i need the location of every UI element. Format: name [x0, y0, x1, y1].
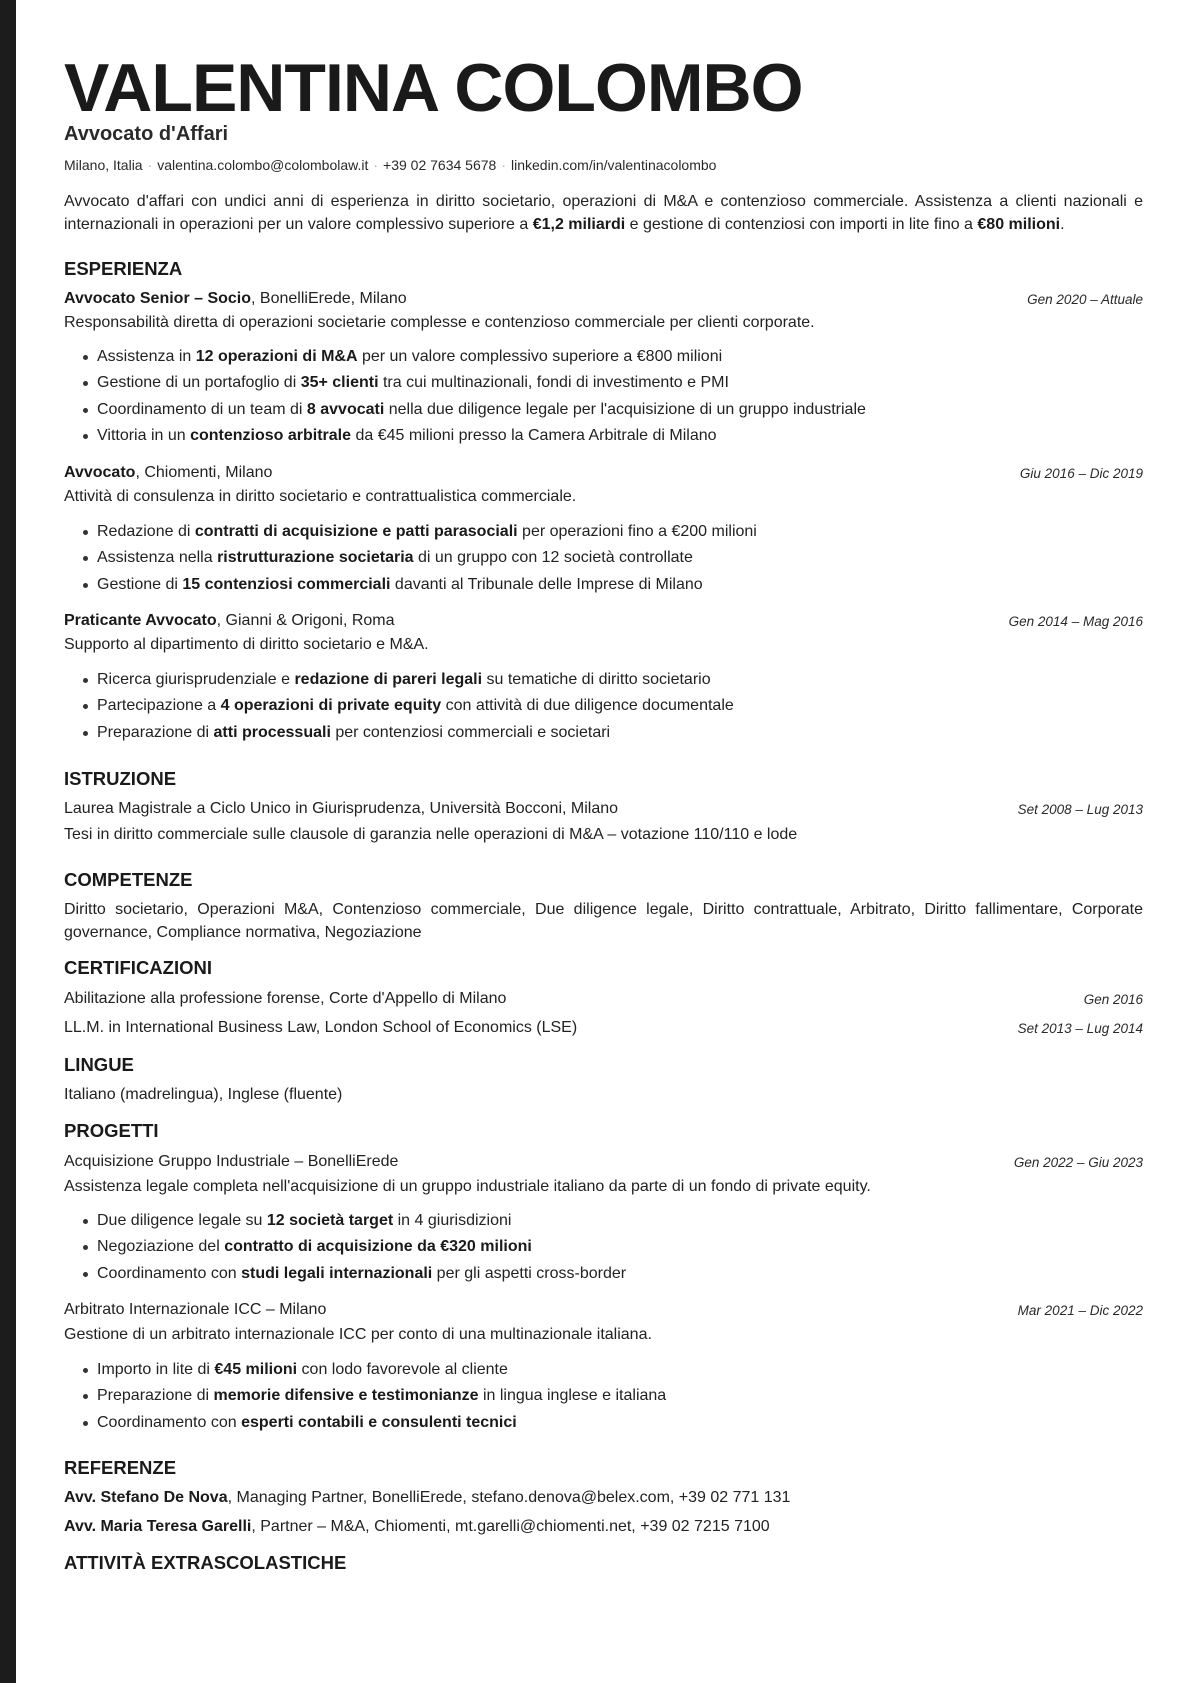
list-item: Assistenza in 12 operazioni di M&A per un valore complessivo superiore a €800 milioni	[64, 347, 1143, 373]
summary-highlight: €1,2 miliardi	[532, 216, 626, 233]
list-item: Vittoria in un contenzioso arbitrale da €45 milioni presso la Camera Arbitrale di Milano	[64, 426, 1143, 452]
certification-entry	[64, 1018, 1143, 1038]
summary-text: e gestione di contenziosi con importi in lite fino a	[625, 216, 978, 233]
job-role: Praticante Avvocato	[64, 612, 217, 629]
certification-dates: Set 2013 – Lug 2014	[1017, 1021, 1143, 1036]
job-role: Avvocato Senior – Socio	[64, 290, 252, 307]
left-accent-bar	[0, 0, 16, 1683]
professional-summary	[64, 190, 1143, 236]
job-bullets	[64, 522, 1143, 601]
section-heading-skills: COMPETENZE	[64, 869, 193, 890]
project-title: Arbitrato Internazionale ICC – Milano	[64, 1301, 327, 1318]
separator: ·	[373, 157, 379, 173]
job-dates: Giu 2016 – Dic 2019	[1019, 466, 1143, 481]
job-dates: Gen 2014 – Mag 2016	[1008, 614, 1143, 629]
certification-name: LL.M. in International Business Law, London School of Economics (LSE)	[64, 1019, 578, 1036]
education-degree: Laurea Magistrale a Ciclo Unico in Giurisprudenza, Università Bocconi, Milano	[64, 800, 619, 817]
list-item: Gestione di 15 contenziosi commerciali davanti al Tribunale delle Imprese di Milano	[64, 575, 1143, 601]
languages-list: Italiano (madrelingua), Inglese (fluente)	[64, 1086, 343, 1103]
list-item: Due diligence legale su 12 società target in 4 giurisdizioni	[64, 1211, 1143, 1237]
project-entry-header	[64, 1300, 1143, 1320]
reference-name: Avv. Maria Teresa Garelli	[64, 1518, 252, 1535]
section-heading-languages: LINGUE	[64, 1054, 134, 1075]
contact-email[interactable]: valentina.colombo@colombolaw.it	[157, 157, 369, 173]
list-item: Partecipazione a 4 operazioni di private equity con attività di due diligence documentale	[64, 696, 1143, 722]
job-description: Supporto al dipartimento di diritto societario e M&A.	[64, 636, 429, 653]
project-dates: Mar 2021 – Dic 2022	[1017, 1303, 1143, 1318]
list-item: Redazione di contratti di acquisizione e patti parasociali per operazioni fino a €200 milioni	[64, 522, 1143, 548]
list-item: Ricerca giurisprudenziale e redazione di pareri legali su tematiche di diritto societario	[64, 670, 1143, 696]
contact-line	[64, 156, 716, 174]
job-role: Avvocato	[64, 464, 136, 481]
section-heading-projects: PROGETTI	[64, 1120, 159, 1141]
list-item: Assistenza nella ristrutturazione societaria di un gruppo con 12 società controllate	[64, 548, 1143, 574]
job-company: , Chiomenti, Milano	[135, 464, 273, 481]
job-title: Avvocato d'Affari	[64, 123, 229, 145]
list-item: Negoziazione del contratto di acquisizione da €320 milioni	[64, 1237, 1143, 1263]
list-item: Coordinamento di un team di 8 avvocati nella due diligence legale per l'acquisizione di un gruppo industriale	[64, 400, 1143, 426]
project-entry-header	[64, 1152, 1143, 1172]
list-item: Importo in lite di €45 milioni con lodo favorevole al cliente	[64, 1360, 1143, 1386]
project-bullets	[64, 1211, 1143, 1290]
section-heading-experience: ESPERIENZA	[64, 258, 183, 279]
job-company: , BonelliErede, Milano	[251, 290, 407, 307]
project-dates: Gen 2022 – Giu 2023	[1013, 1155, 1143, 1170]
reference-entry	[64, 1517, 1143, 1537]
candidate-name: VALENTINA COLOMBO	[64, 50, 803, 126]
project-description: Gestione di un arbitrato internazionale ICC per conto di una multinazionale italiana.	[64, 1326, 652, 1343]
summary-text: Avvocato d'affari con undici anni di esperienza in diritto societario, operazioni di M&A e contenzioso commerciale. Assistenza a clienti nazionali e internazionali in operazioni per un valore complessivo superiore a	[64, 193, 1143, 233]
education-dates: Set 2008 – Lug 2013	[1017, 802, 1143, 817]
list-item: Gestione di un portafoglio di 35+ clienti tra cui multinazionali, fondi di investimento e PMI	[64, 373, 1143, 399]
contact-phone[interactable]: +39 02 7634 5678	[383, 157, 497, 173]
summary-text: .	[1060, 216, 1065, 233]
reference-name: Avv. Stefano De Nova	[64, 1489, 228, 1506]
list-item: Preparazione di atti processuali per contenziosi commerciali e societari	[64, 723, 1143, 749]
certification-name: Abilitazione alla professione forense, Corte d'Appello di Milano	[64, 990, 507, 1007]
certification-dates: Gen 2016	[1083, 992, 1143, 1007]
separator: ·	[147, 157, 153, 173]
project-description: Assistenza legale completa nell'acquisizione di un gruppo industriale italiano da parte di un fondo di private equity.	[64, 1178, 871, 1195]
job-bullets	[64, 670, 1143, 749]
job-description: Responsabilità diretta di operazioni societarie complesse e contenzioso commerciale per clienti corporate.	[64, 314, 815, 331]
list-item: Coordinamento con esperti contabili e consulenti tecnici	[64, 1413, 1143, 1439]
experience-entry-header	[64, 463, 1143, 483]
list-item: Coordinamento con studi legali internazionali per gli aspetti cross-border	[64, 1264, 1143, 1290]
experience-entry-header	[64, 611, 1143, 631]
project-title: Acquisizione Gruppo Industriale – BonelliErede	[64, 1153, 399, 1170]
job-company: , Gianni & Origoni, Roma	[216, 612, 395, 629]
reference-details: , Partner – M&A, Chiomenti, mt.garelli@chiomenti.net, +39 02 7215 7100	[251, 1518, 770, 1535]
summary-highlight: €80 milioni	[977, 216, 1061, 233]
education-entry	[64, 799, 1143, 819]
reference-entry	[64, 1488, 1143, 1508]
separator: ·	[501, 157, 506, 173]
section-heading-extracurricular: ATTIVITÀ EXTRASCOLASTICHE	[64, 1552, 347, 1573]
certification-entry	[64, 989, 1143, 1009]
skills-list: Diritto societario, Operazioni M&A, Contenzioso commerciale, Due diligence legale, Diritto contrattuale, Arbitrato, Diritto fallimentare, Corporate governance, Compliance normativa, Negoziazione	[64, 901, 1143, 941]
job-bullets	[64, 347, 1143, 452]
section-heading-education: ISTRUZIONE	[64, 768, 177, 789]
project-bullets	[64, 1360, 1143, 1439]
contact-location: Milano, Italia	[64, 157, 143, 173]
education-thesis: Tesi in diritto commerciale sulle clausole di garanzia nelle operazioni di M&A – votazione 110/110 e lode	[64, 826, 798, 843]
list-item: Preparazione di memorie difensive e testimonianze in lingua inglese e italiana	[64, 1386, 1143, 1412]
job-dates: Gen 2020 – Attuale	[1027, 292, 1143, 307]
job-description: Attività di consulenza in diritto societario e contrattualistica commerciale.	[64, 488, 577, 505]
section-heading-references: REFERENZE	[64, 1457, 177, 1478]
section-heading-certifications: CERTIFICAZIONI	[64, 957, 212, 978]
contact-linkedin[interactable]: linkedin.com/in/valentinacolombo	[511, 157, 717, 173]
experience-entry-header	[64, 289, 1143, 309]
reference-details: , Managing Partner, BonelliErede, stefano.denova@belex.com, +39 02 771 131	[227, 1489, 791, 1506]
